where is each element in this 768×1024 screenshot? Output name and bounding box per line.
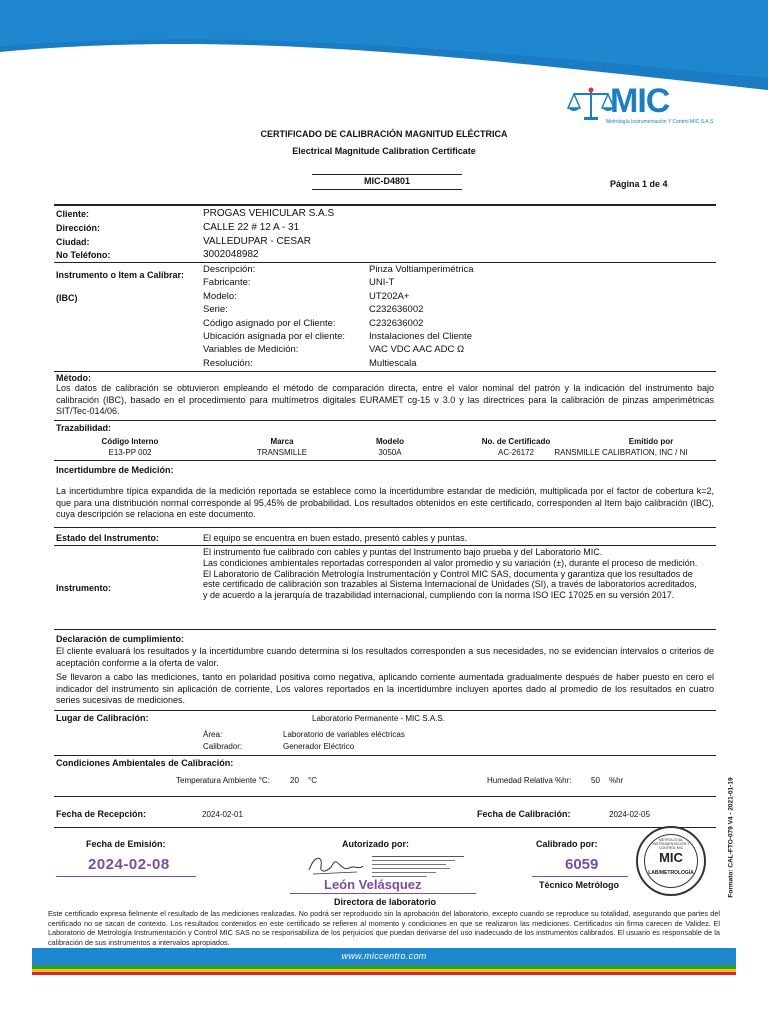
calibration-date: 2024-02-05 (609, 810, 650, 819)
phone-label: No Teléfono: (56, 250, 111, 260)
instrument-rows (203, 264, 703, 371)
client-label: Cliente: (56, 209, 90, 219)
authorized-rule (290, 893, 476, 894)
lab-seal (636, 826, 706, 896)
instrument-row (203, 331, 703, 344)
compliance-text-2: Se llevaron a cabo las mediciones, tanto en polaridad positiva como negativa, aplicando corriente aumentada gradualmente después de haber puesto en cero el indicador del instrumento sin aplicación de corriente, Los valores reportados en la incertidumbre incluyen aportes dado al promedio de los resultados en cuatro series sucesivas de mediciones. (56, 672, 714, 705)
divider (54, 545, 716, 546)
cert-number-rule-top (312, 174, 462, 175)
page-number: Página 1 de 4 (610, 179, 668, 189)
divider (54, 420, 716, 421)
footer-stripe-red (32, 972, 736, 975)
calibrator-value: Generador Eléctrico (283, 742, 355, 751)
signature-line (372, 872, 436, 873)
instrument-notes (203, 547, 703, 601)
signature-line (372, 856, 464, 857)
calibration-date-label: Fecha de Calibración: (477, 809, 571, 819)
temp-unit: °C (308, 776, 317, 785)
compliance-text-1: El cliente evaluará los resultados y la incertidumbre cuando determina si los resultados corresponden a sus necesidades, no se evidencian intervalos o criterios de aceptación conforme a la oferta de valor. (56, 646, 714, 668)
location-title: Lugar de Calibración: (56, 713, 149, 723)
instrument-notes-title: Instrumento: (56, 583, 111, 593)
divider (54, 710, 716, 711)
uncertainty-title: Incertidumbre de Medición: (56, 465, 174, 475)
instrument-row (203, 358, 703, 371)
method-title: Método: (56, 373, 91, 383)
divider (54, 204, 716, 206)
signature-line (372, 868, 450, 869)
issue-date-rule (56, 876, 196, 877)
traceability-title: Trazabilidad: (56, 423, 112, 433)
phone-value: 3002048982 (203, 249, 259, 260)
footer-bar (32, 948, 736, 965)
logo-tagline: Metrología Instrumentación Y Control MIC S.A.S (606, 119, 714, 125)
humidity-label: Humedad Relativa %hr: (487, 776, 572, 785)
col-header: Código Interno (101, 437, 159, 446)
city-label: Ciudad: (56, 237, 90, 247)
instrument-row (203, 277, 703, 290)
instrument-key: Ubicación asignada por el cliente: (203, 330, 346, 342)
instrument-value: Instalaciones del Cliente (369, 330, 472, 342)
mic-logo (566, 82, 716, 130)
format-code: Formato: CAL-FTO-079 V4 - 2021-01-19 (727, 777, 735, 898)
footer-url: www.miccentro.com (341, 951, 427, 961)
instrument-key: Variables de Medición: (203, 344, 299, 356)
signature-line (372, 864, 446, 865)
signature-line (372, 860, 455, 861)
instrument-key: Código asignado por el Cliente: (203, 317, 336, 329)
reception-date: 2024-02-01 (202, 810, 243, 819)
authorized-role: Directora de laboratorio (334, 897, 437, 907)
ibc-label: (IBC) (56, 293, 78, 303)
issue-date: 2024-02-08 (88, 856, 170, 873)
instrument-row (203, 304, 703, 317)
authorized-label: Autorizado por: (342, 839, 409, 849)
divider (54, 796, 716, 797)
col-header: Marca (270, 437, 294, 446)
scale-icon (566, 86, 616, 122)
cert-number: MIC-D4801 (363, 176, 410, 186)
instrument-note: El instrumento fue calibrado con cables y puntas del Instrumento bajo prueba y del Laboratorio MIC. (203, 547, 603, 557)
instrument-label: Instrumento o Item a Calibrar: (56, 270, 185, 280)
instrument-value: Multiescala (369, 357, 417, 369)
compliance-title: Declaración de cumplimiento: (56, 634, 185, 644)
instrument-value: UNI-T (369, 277, 395, 289)
instrument-value: C232636002 (369, 304, 424, 316)
cell: E13-PP 002 (108, 448, 152, 457)
title-es: CERTIFICADO DE CALIBRACIÓN MAGNITUD ELÉCTRICA (260, 129, 508, 139)
city-value: VALLEDUPAR - CESAR (203, 236, 311, 247)
instrument-note: El Laboratorio de Calibración Metrología Instrumentación y Control MIC SAS, documenta y garantiza que los resultados de este certificado de calibración son trazables al Sistema Internacional de Unidades (SI), a través de laboratorios acreditados, y de acuerdo a la jerarquía de trazabilidad internacional, cumpliendo con la norma ISO IEC 17025 en su versión 2017. (203, 568, 697, 601)
seal-mid-text: MIC (659, 850, 683, 865)
instrument-note: Las condiciones ambientales reportadas corresponden al valor promedio y su variación (±), durante el proceso de medición. (203, 557, 698, 568)
temp-value: 20 (290, 776, 299, 785)
uncertainty-text: La incertidumbre típica expandida de la medición reportada se establece como la incertidumbre estandar de medición, multiplicada por el factor de cobertura k=2, que para una distribución normal corresponde al 95,45% de probabilidad. Los resultados obtenidos en este certificado, corresponden al Item bajo calibración (IBC), cuya descripción se relaciona en este documento. (56, 486, 714, 519)
address-label: Dirección: (56, 223, 101, 233)
instrument-key: Resolución: (203, 357, 253, 369)
divider (54, 262, 716, 263)
logo-text: MIC (610, 82, 670, 120)
traceability-header (56, 437, 706, 448)
footer-legal-text: Este certificado expresa fielmente el resultado de las mediciones realizadas. No podrá ser reproducido sin la aprobación del laboratorio, excepto cuando se reproduce su totalidad, asegurando que partes del certificado no se sacan de contexto. Los resultados contenidos en este certificado se refieren al momento y condiciones en que se realizaron las mediciones. Certificados sin firma carecen de Validez. El Laboratorio de Metrología Instrumentación y Control MIC SAS no se responsabiliza de los perjuicios que puedan derivarse del uso inadecuado de los instrumentos calibrados. El usuario es responsable de la calibración de sus instrumentos a intervalos apropiados. (48, 909, 720, 947)
instrument-value: Pinza Voltiamperimétrica (369, 264, 474, 275)
divider (54, 371, 716, 372)
instrument-row (203, 344, 703, 357)
instrument-row (203, 291, 703, 304)
header-wave (0, 0, 768, 90)
instrument-value: VAC VDC AAC ADC Ω (369, 344, 465, 356)
instrument-row (203, 264, 703, 277)
divider (54, 755, 716, 756)
state-title: Estado del Instrumento: (56, 533, 160, 543)
divider (54, 527, 716, 528)
authorized-name: León Velásquez (324, 877, 422, 892)
title-en: Electrical Magnitude Calibration Certificate (292, 146, 476, 156)
conditions-title: Condiciones Ambientales de Calibración: (56, 758, 234, 768)
cell: RANSMILLE CALIBRATION, INC / NI (554, 448, 688, 457)
seal-bottom-text: LAB/METROLOGÍA (648, 870, 694, 876)
area-value: Laboratorio de variables eléctricas (283, 730, 405, 739)
method-text: Los datos de calibración se obtuvieron empleando el método de comparación directa, entre el valor nominal del patrón y la indicación del instrumento bajo calibración (IBC), basado en el procedimiento para multímetros digitales EURAMET cg-15 v 3.0 y las directrices para la calibración de pinzas amperimétricas SIT/Tec-014/06. (56, 383, 714, 416)
cert-number-rule-bottom (312, 189, 462, 190)
calibrated-label: Calibrado por: (536, 839, 598, 849)
humidity-value: 50 (591, 776, 600, 785)
instrument-key: Modelo: (203, 290, 237, 302)
traceability-row (56, 448, 706, 459)
cell: 3050A (378, 448, 402, 457)
address-value: CALLE 22 # 12 A - 31 (203, 222, 300, 233)
issue-date-label: Fecha de Emisión: (86, 839, 166, 849)
cell: TRANSMILLE (256, 448, 308, 457)
humidity-unit: %hr (609, 776, 624, 785)
divider (54, 460, 716, 461)
instrument-key: Fabricante: (203, 277, 251, 289)
divider (54, 629, 716, 630)
signature-image (305, 852, 365, 878)
instrument-value: UT202A+ (369, 290, 410, 302)
traceability-table (56, 437, 706, 459)
state-text: El equipo se encuentra en buen estado, presentó cables y puntas. (203, 533, 468, 543)
calibrated-role: Técnico Metrólogo (539, 880, 620, 890)
seal-top-text: METROLOGÍA, INSTRUMENTACIÓN Y CONTROL MIC (652, 838, 690, 850)
calibrated-code: 6059 (565, 856, 599, 873)
instrument-row (203, 318, 703, 331)
instrument-key: Descripción: (203, 264, 256, 275)
temp-label: Temperatura Ambiente °C: (176, 776, 270, 785)
area-label: Área: (203, 730, 223, 739)
location-value: Laboratorio Permanente - MIC S.A.S. (312, 714, 445, 723)
client-value: PROGAS VEHICULAR S.A.S (203, 208, 335, 219)
divider (54, 827, 716, 828)
cell: AC-26172 (497, 448, 535, 457)
col-header: Emitido por (628, 437, 674, 446)
instrument-value: C232636002 (369, 317, 424, 329)
reception-date-label: Fecha de Recepción: (56, 809, 147, 819)
calibrator-label: Calibrador: (203, 742, 243, 751)
col-header: Modelo (376, 437, 404, 446)
instrument-key: Serie: (203, 304, 228, 316)
calibrated-rule (532, 876, 628, 877)
col-header: No. de Certificado (481, 437, 551, 446)
